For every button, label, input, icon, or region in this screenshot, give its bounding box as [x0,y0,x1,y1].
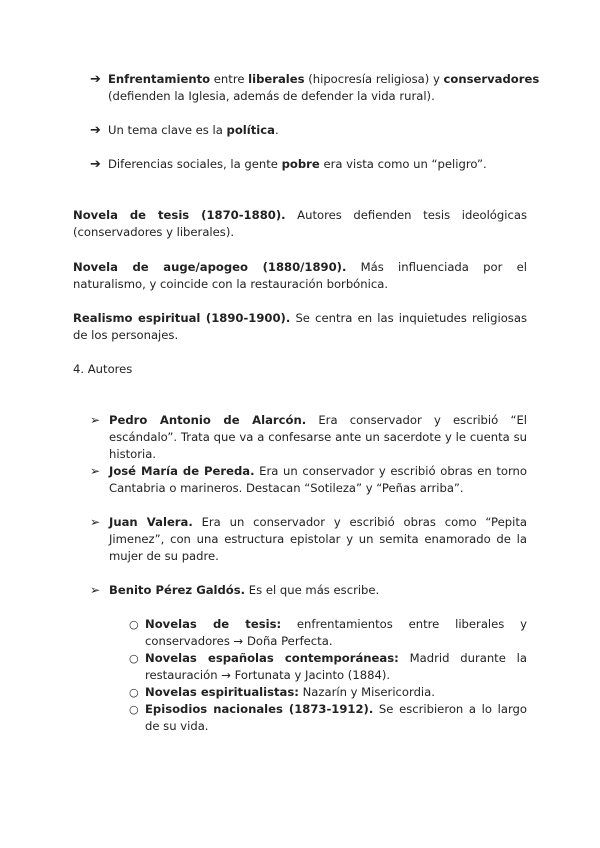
period-text: Más influenciada por el naturalismo, y coincide con la restauración borbónica. [73,260,527,291]
work-label: Novelas espiritualistas: [145,685,299,699]
work-desc: enfrentamientos entre liberales y conservadores → Doña Perfecta. [145,617,527,648]
text-run: . [274,123,279,137]
period-tesis [73,207,527,241]
work-label: Novelas de tesis: [145,617,282,631]
text-run: Diferencias sociales, la gente [108,157,282,171]
galdos-work-espiritualistas [129,684,527,701]
author-name: Juan Valera. [109,515,193,529]
period-auge [73,259,527,293]
work-text [145,616,527,650]
circle-bullet-icon: ○ [129,703,139,716]
text-run: era vista como un “peligro”. [319,157,487,171]
bold-term: conservadores [443,72,540,86]
author-pereda [90,463,527,497]
author-desc: Era conservador y escribió “El escándalo”. Trata que va a confesarse ante un sacerdote y le cuenta su historia. [109,413,528,461]
work-label: Novelas españolas contemporáneas: [145,651,399,665]
circle-bullet-icon: ○ [129,618,139,631]
period-text: Autores defienden tesis ideológicas (conservadores y liberales). [73,208,528,239]
author-name: José María de Pereda. [109,464,255,478]
circle-bullet-icon: ○ [129,686,139,699]
circle-bullet-icon: ○ [129,652,139,665]
arrow-right-icon: ➔ [90,72,101,87]
bullet-text [108,71,540,105]
bullet-politics [90,122,540,139]
text-run: (hipocresía religiosa) y [304,72,444,86]
author-desc: Era un conservador y escribió obras como “Pepita Jimenez”, con una estructura epistolar y un semita enamorado de la mujer de su padre. [109,515,527,563]
author-name: Benito Pérez Galdós. [109,583,246,597]
period-title: Novela de auge/apogeo (1880/1890). [73,260,347,274]
triangle-bullet-icon: ➢ [90,464,101,478]
work-label: Episodios nacionales (1873-1912). [145,702,374,716]
bold-term: Enfrentamiento [108,72,211,86]
author-desc: Era un conservador y escribió obras en torno Cantabria o marineros. Destacan “Sotileza” y “Peñas arriba”. [109,464,527,495]
triangle-bullet-icon: ➢ [90,583,101,597]
bold-term: pobre [281,157,320,171]
period-title: Realismo espiritual (1890-1900). [73,311,291,325]
author-text [109,582,527,599]
bullet-text [108,156,540,173]
period-realismo-espiritual [73,310,527,344]
work-desc: Nazarín y Misericordia. [298,685,435,699]
work-text [145,650,527,684]
triangle-bullet-icon: ➢ [90,515,101,529]
author-desc: Es el que más escribe. [245,583,380,597]
galdos-work-tesis [129,616,527,650]
work-text [145,684,527,701]
period-text: Se centra en las inquietudes religiosas de los personajes. [73,311,527,342]
text-run: Un tema clave es la [108,123,227,137]
author-valera [90,514,527,565]
author-text [109,463,527,497]
author-alarcon [90,412,527,463]
section-heading: 4. Autores [73,362,133,376]
galdos-work-contemporaneas [129,650,527,684]
triangle-bullet-icon: ➢ [90,413,101,427]
author-text [109,412,527,463]
author-name: Pedro Antonio de Alarcón. [109,413,307,427]
work-text [145,701,527,735]
bullet-social-differences [90,156,540,173]
author-galdos [90,582,527,599]
work-desc: Se escribieron a lo largo de su vida. [145,702,527,733]
arrow-right-icon: ➔ [90,123,101,138]
author-text [109,514,527,565]
galdos-work-episodios [129,701,527,735]
bullet-confrontation [90,71,540,105]
arrow-right-icon: ➔ [90,157,101,172]
bullet-text [108,122,540,139]
text-run: entre [210,72,249,86]
text-run: (defienden la Iglesia, además de defender la vida rural). [108,89,435,103]
bold-term: política [226,123,275,137]
period-title: Novela de tesis (1870-1880). [73,208,286,222]
work-desc: Madrid durante la restauración → Fortunata y Jacinto (1884). [145,651,527,682]
bold-term: liberales [248,72,305,86]
